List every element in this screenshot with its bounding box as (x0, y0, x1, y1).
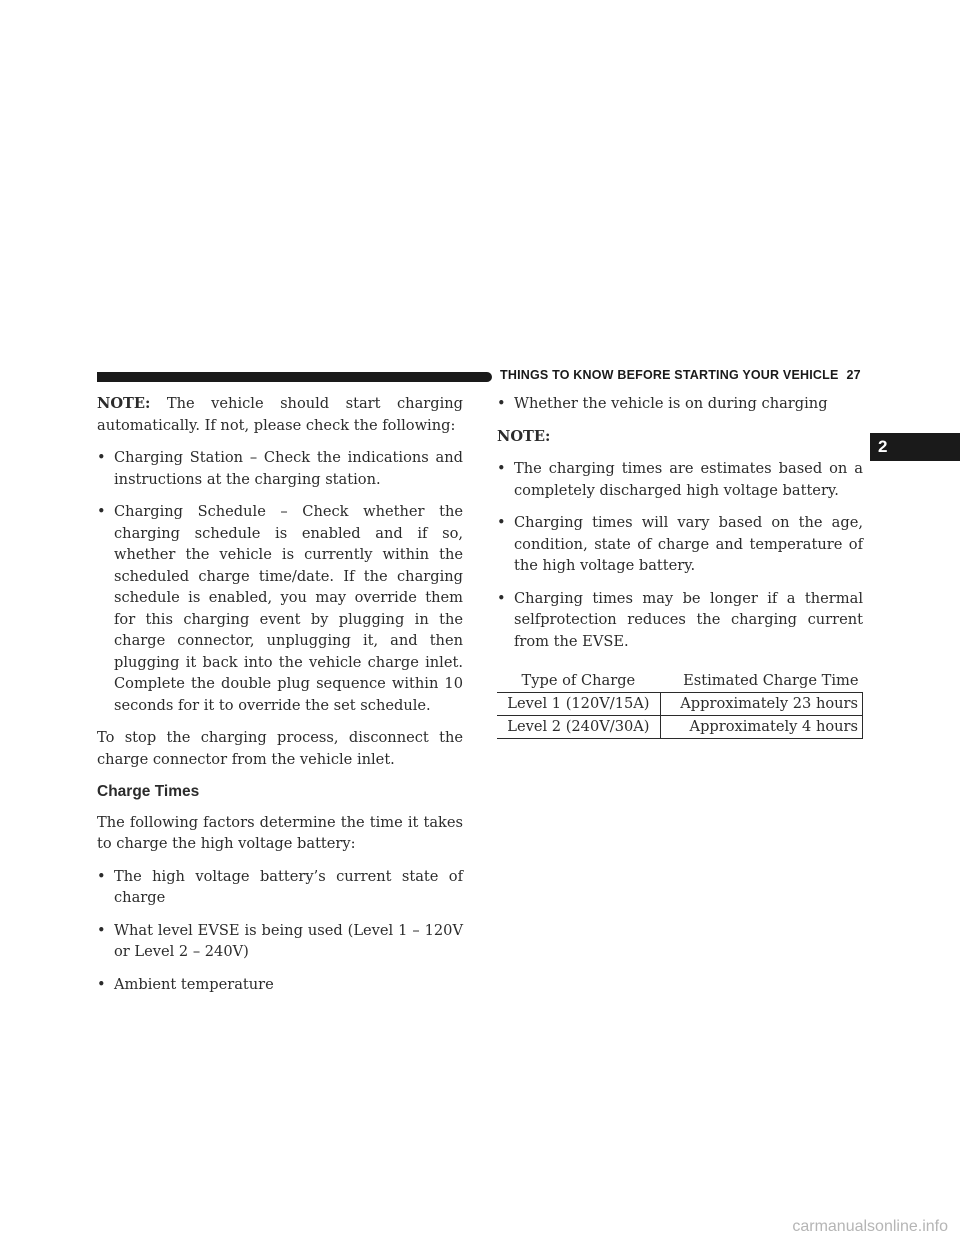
bullet-icon: • (97, 503, 106, 520)
table-header: Type of Charge (497, 670, 660, 693)
table-row (497, 693, 863, 716)
watermark-url: carmanualsonline.info (792, 1218, 948, 1235)
left-column (97, 393, 463, 1006)
stop-paragraph: To stop the charging process, disconnect the charge connector from the vehicle inlet. (97, 729, 463, 768)
charge-time-table (497, 670, 863, 739)
bullet-icon: • (97, 449, 106, 466)
table-cell: Approximately 4 hours (660, 716, 862, 739)
table-cell: Level 2 (240V/30A) (497, 716, 660, 739)
chapter-tab: 2 (870, 433, 960, 461)
table-cell: Approximately 23 hours (660, 693, 862, 716)
note-text: The vehicle should start charging automatically. If not, please check the following: (97, 395, 463, 434)
bullet-icon: • (97, 975, 106, 993)
header-title: THINGS TO KNOW BEFORE STARTING YOUR VEHICLE (500, 368, 839, 382)
list-item: • Whether the vehicle is on during charging (497, 393, 863, 415)
running-header (500, 368, 866, 388)
bullet-icon: • (97, 921, 106, 939)
list-item: • Charging Station – Check the indications and instructions at the charging station. (97, 449, 463, 488)
list-item: • What level EVSE is being used (Level 1 – 120V or Level 2 – 240V) (97, 921, 463, 960)
section-heading: Charge Times (97, 783, 200, 800)
header-rule (97, 372, 492, 382)
bullet-icon: • (497, 395, 506, 412)
list-item: • The high voltage battery’s current state of charge (97, 867, 463, 906)
bullet-icon: • (497, 589, 506, 607)
note-paragraph (97, 393, 463, 436)
list-item: • Ambient temperature (97, 974, 463, 996)
list-item: • The charging times are estimates based on a completely discharged high voltage battery. (497, 460, 863, 499)
factors-intro: The following factors determine the time it takes to charge the high voltage battery: (97, 813, 463, 852)
bullet-icon: • (497, 514, 506, 531)
table-header: Estimated Charge Time (660, 670, 862, 693)
table-cell: Level 1 (120V/15A) (497, 693, 660, 716)
note-label: NOTE: (497, 427, 551, 445)
list-item: • Charging Schedule – Check whether the charging schedule is enabled and if so, whether the vehicle is currently within the scheduled charge time/date. If the charging schedule is enabled, you may override them for this charging event by plugging in the charge connector, unplugging it, and then plugging it back into the vehicle charge inlet. Complete the double plug sequence within 10 seconds for it to override the set schedule. (97, 503, 463, 714)
table-row (497, 716, 863, 739)
right-column (497, 393, 863, 739)
note-label: NOTE: (97, 395, 151, 412)
list-item: • Charging times will vary based on the age, condition, state of charge and temperature of the high voltage battery. (497, 514, 863, 574)
list-item: • Charging times may be longer if a thermal selfprotection reduces the charging current from the EVSE. (497, 589, 863, 650)
page-number: 27 (846, 368, 861, 382)
table-header-row (497, 670, 863, 693)
bullet-icon: • (97, 867, 106, 885)
bullet-icon: • (497, 460, 506, 477)
